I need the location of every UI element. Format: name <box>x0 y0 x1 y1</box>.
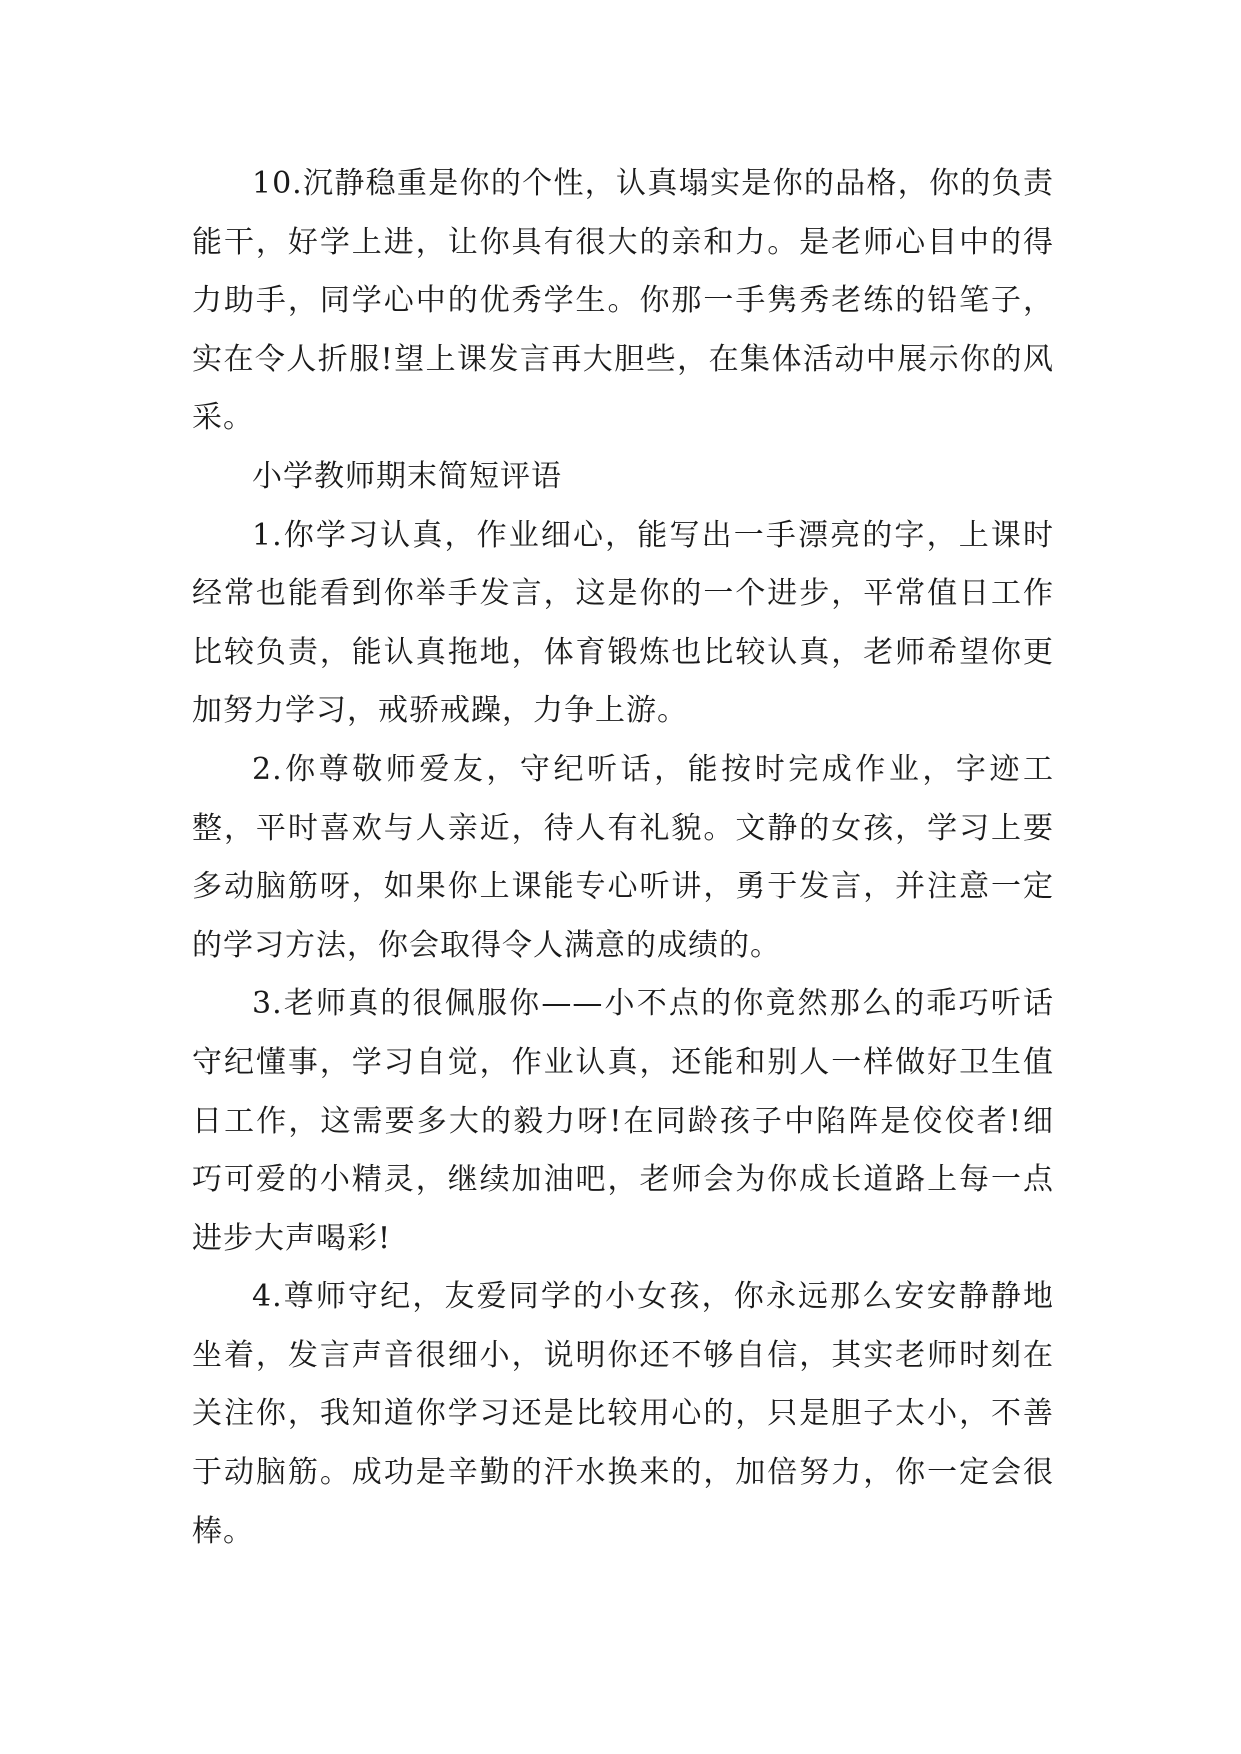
section-heading: 小学教师期末简短评语 <box>252 458 562 494</box>
document-body <box>192 155 1054 1561</box>
comment-paragraph-10: 10.沉静稳重是你的个性，认真塌实是你的品格，你的负责能干，好学上进，让你具有很大的亲和力。是老师心目中的得力助手，同学心中的优秀学生。你那一手隽秀老练的铅笔子，实在令人折服!望上课发言再大胆些，在集体活动中展示你的风采。 <box>192 166 1054 436</box>
comment-paragraph-3: 3.老师真的很佩服你——小不点的你竟然那么的乖巧听话守纪懂事，学习自觉，作业认真，还能和别人一样做好卫生值日工作，这需要多大的毅力呀!在同龄孩子中陷阵是佼佼者!细巧可爱的小精灵，继续加油吧，老师会为你成长道路上每一点进步大声喝彩! <box>192 986 1054 1256</box>
comment-paragraph-1: 1.你学习认真，作业细心，能写出一手漂亮的字，上课时经常也能看到你举手发言，这是你的一个进步，平常值日工作比较负责，能认真拖地，体育锻炼也比较认真，老师希望你更加努力学习，戒骄戒躁，力争上游。 <box>192 517 1054 729</box>
comment-paragraph-4: 4.尊师守纪，友爱同学的小女孩，你永远那么安安静静地坐着，发言声音很细小，说明你还不够自信，其实老师时刻在关注你，我知道你学习还是比较用心的，只是胆子太小，不善于动脑筋。成功是辛勤的汗水换来的，加倍努力，你一定会很棒。 <box>192 1279 1054 1549</box>
comment-paragraph-2: 2.你尊敬师爱友，守纪听话，能按时完成作业，字迹工整，平时喜欢与人亲近，待人有礼貌。文静的女孩，学习上要多动脑筋呀，如果你上课能专心听讲，勇于发言，并注意一定的学习方法，你会取得令人满意的成绩的。 <box>192 751 1054 963</box>
